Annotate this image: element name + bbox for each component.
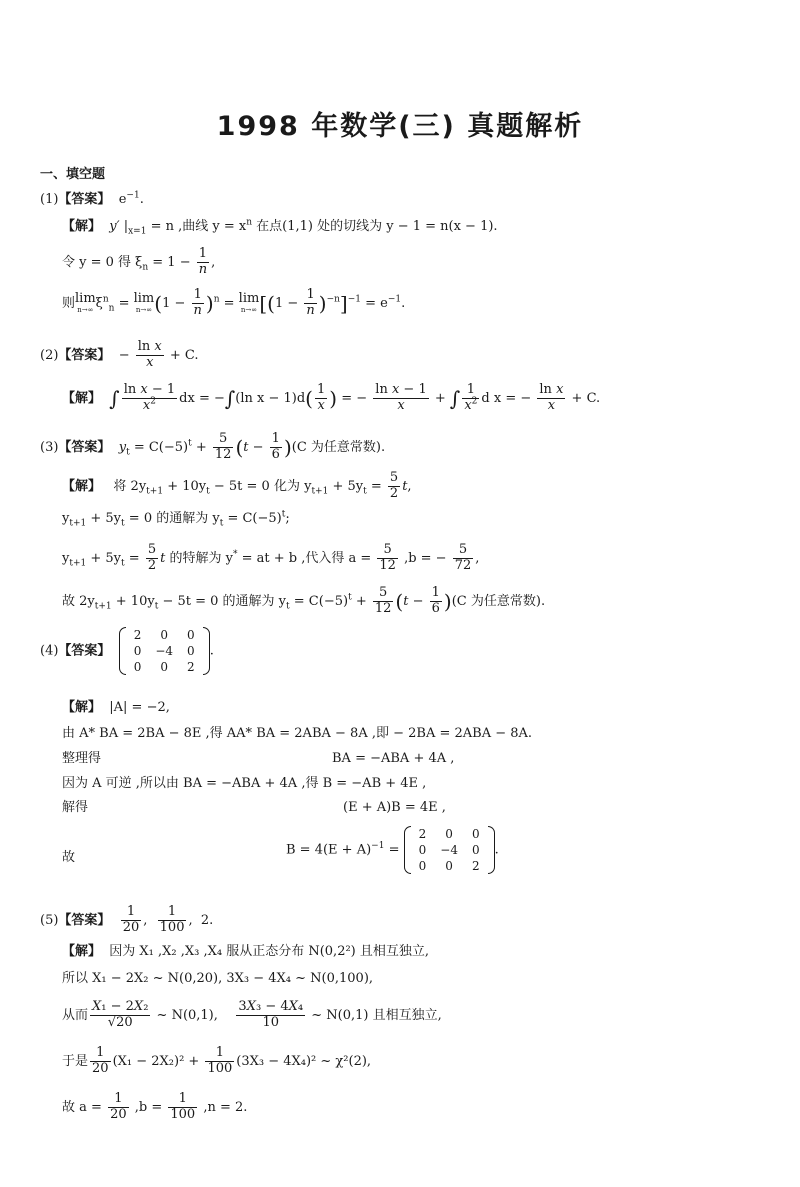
q5-solution-line2: 所以 X₁ − 2X₂ ~ N(0,20), 3X₃ − 4X₄ ~ N(0,100),: [62, 971, 374, 986]
q4-solution-line5b: (E + A)B = 4E ,: [343, 800, 446, 815]
q1-answer-line: (1)【答案】 $e^{-1}$.: [40, 190, 144, 207]
q5-solution-line4: 于是 $\frac{1}{20}$ (X₁ − 2X₂)² + $\frac{1}{100}$ (3X₃ − 4X₄)² ~ χ²(2),: [62, 1045, 372, 1076]
q5-answer-line: (5)【答案】 $\frac{1}{20}$ , $\frac{1}{100}$ , 2.: [40, 904, 214, 935]
q4-solution-line6b: $B = 4(E + A)^{-1}$ = 2 0 0 0 −4 0 0 0 2 .: [286, 827, 499, 873]
page-title: 1998 年数学(三) 真题解析: [216, 111, 584, 142]
q2-answer-line: (2)【答案】 − $\frac{\text{ln x}}{x}$ + C.: [40, 339, 199, 370]
q1-solution-line2: 令 y = 0 得 $\xi_n = 1$ − $\frac{1}{n}$ ,: [62, 246, 216, 277]
q5-solution-line5: 故 a = $\frac{1}{20}$ ,b = $\frac{1}{100}$ ,n = 2.: [62, 1091, 248, 1122]
q4-solution-line3a: 整理得: [62, 751, 102, 766]
q5-solution-line3: 从而 $\frac{\text{X₁ − 2X₂}}{√20}$ ~ N(0,1), $\frac{\text{3X₃ − 4X₄}}{10}$ ~ N(0,1) 且相互独立,: [62, 999, 442, 1030]
q4-solution-line6a: 故: [62, 850, 76, 865]
q3-solution-line4: 故 $2y_{t+1} + 10y_t - 5t = 0$ 的通解为 $y_t = C(-5)^t$ + $\frac{5}{12}$ (t − $\frac{1}{6}$ )(C 为任意常数).: [62, 585, 546, 616]
q3-answer-line: (3)【答案】 $y_t = C(-5)^t$ + $\frac{5}{12}$ (t − $\frac{1}{6}$ )(C 为任意常数).: [40, 431, 386, 462]
q4-solution-line3b: BA = −ABA + 4A ,: [332, 751, 455, 766]
q5-solution-line1: 【解】 因为 X₁ ,X₂ ,X₃ ,X₄ 服从正态分布 N(0,2²) 且相互独立,: [62, 944, 430, 959]
q4-solution-line2: 由 A* BA = 2BA − 8E ,得 AA* BA = 2ABA − 8A ,即 − 2BA = 2ABA − 8A.: [62, 726, 533, 741]
q3-solution-line1: 【解】 将 $2y_{t+1} + 10y_t - 5t = 0$ 化为 $y_{t+1} + 5y_t$ = $\frac{5}{2}$ t,: [62, 470, 412, 501]
q3-solution-line2: $y_{t+1} + 5y_t = 0$ 的通解为 $y_t = C(-5)^t$;: [62, 509, 290, 529]
q1-solution-line1: 【解】 y′ $|_{x=1} = n$ ,曲线 $y = x^n$ 在点(1,1) 处的切线为 y − 1 = n(x − 1).: [62, 217, 498, 237]
section-heading: 一、填空题: [40, 167, 106, 182]
answer-matrix: 2 0 0 0 −4 0 0 0 2: [119, 627, 210, 675]
q4-solution-line1: 【解】 |A| = −2,: [62, 700, 170, 715]
q4-solution-line4: 因为 A 可逆 ,所以由 BA = −ABA + 4A ,得 B = −AB + 4E ,: [62, 776, 427, 791]
q3-solution-line3: $y_{t+1} + 5y_t$ = $\frac{5}{2}$ t 的特解为 y* = at + b ,代入得 a = $\frac{5}{12}$ ,b = − $\frac{5}{72}$ ,: [62, 542, 480, 573]
q4-solution-line5a: 解得: [62, 800, 89, 815]
q4-answer-line: (4)【答案】 2 0 0 0 −4 0 0 0 2 .: [40, 628, 214, 674]
q1-solution-line3: 则 lim n→∞ $\xi^n_n$ = lim n→∞ (1 − $\frac{1}{n}$ )$^n$ = lim n→∞ [(1 − $\frac{1}{n}$ )$^{-n}]^{-1} = e^{-1}$.: [62, 287, 406, 318]
q2-solution-line: 【解】 ∫ $\frac{\text{ln x − 1}}{x^2}$ dx = −∫(ln x − 1)d( $\frac{1}{x}$ ) = − $\frac{\text{ln x − 1}}{x}$ + ∫ $\frac{1}{x^2}$ d x = − $\frac{\text{ln x}}{x}$ + C.: [62, 382, 601, 413]
result-matrix: 2 0 0 0 −4 0 0 0 2: [404, 826, 495, 874]
